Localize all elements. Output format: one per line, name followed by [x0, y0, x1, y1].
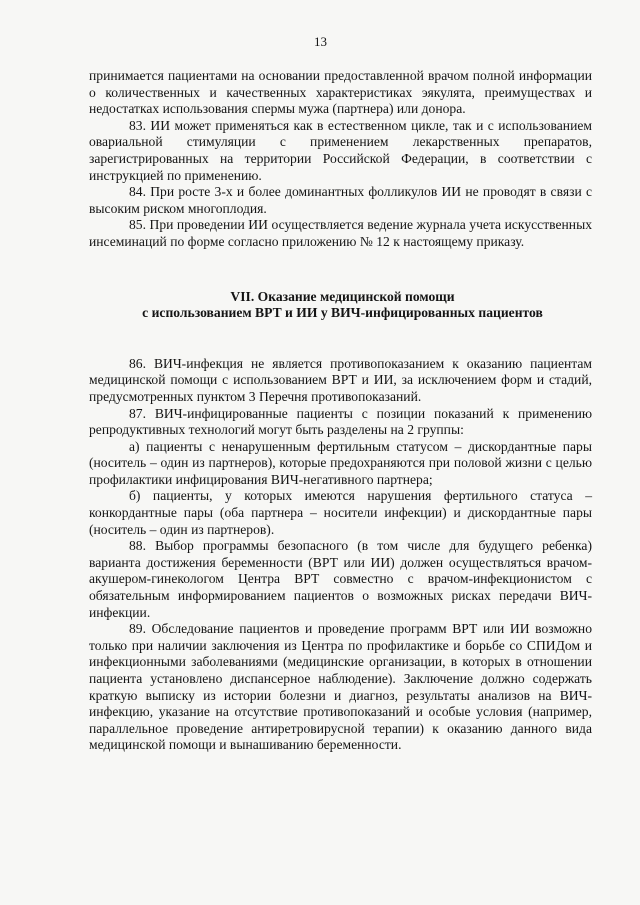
section-heading-line-2: с использованием ВРТ и ИИ у ВИЧ-инфицированных пациентов [142, 305, 543, 321]
paragraph-86: 86. ВИЧ-инфекция не является противопоказанием к оказанию пациентам медицинской помощи с использованием ВРТ и ИИ, за исключением форм и стадий, предусмотренных пунктом 3 Перечня противопоказаний. [89, 355, 592, 404]
top-paragraphs [89, 68, 592, 251]
paragraph-89: 89. Обследование пациентов и проведение программ ВРТ или ИИ возможно только при наличии заключения из Центра по профилактике и борьбе со СПИДом и инфекционными заболеваниями (медицинские организации, в которых в отношении пациента установлено диспансерное наблюдение). Заключение должно содержать краткую выписку из истории болезни и диагноз, результаты анализов на ВИЧ-инфекцию, указание на отсутствие противопоказаний и особые условия (например, параллельное проведение антиретровирусной терапии) к оказанию данного вида медицинской помощи и вынашиванию беременности. [89, 621, 592, 753]
paragraph-87: 87. ВИЧ-инфицированные пациенты с позиции показаний к применению репродуктивных технологий могут быть разделены на 2 группы: [89, 405, 592, 438]
page-number: 13 [314, 34, 327, 49]
paragraph-88: 88. Выбор программы безопасного (в том числе для будущего ребенка) варианта достижения беременности (ВРТ или ИИ) должен осуществляться врачом-акушером-гинекологом Центра ВРТ совместно с врачом-инфекционистом с обязательным информированием пациентов о возможных рисках передачи ВИЧ-инфекции. [89, 538, 592, 620]
section-heading-line-1: VII. Оказание медицинской помощи [230, 288, 455, 304]
paragraph-85: 85. При проведении ИИ осуществляется ведение журнала учета искусственных инсеминаций по форме согласно приложению № 12 к настоящему приказу. [89, 217, 592, 249]
paragraph-87-b: б) пациенты, у которых имеются нарушения фертильного статуса – конкордантные пары (оба партнера – носители инфекции) и дискордантные пары (носитель – один из партнеров). [89, 488, 592, 537]
paragraph-83: 83. ИИ может применяться как в естественном цикле, так и с использованием овариальной стимуляции с применением лекарственных препаратов, зарегистрированных на территории Российской Федерации, в соответствии с инструкцией по применению. [89, 117, 592, 183]
paragraph-continuation: принимается пациентами на основании предоставленной врачом полной информации о количественных и качественных характеристиках эякулята, преимуществах и недостатках использования спермы мужа (партнера) или донора. [89, 68, 592, 117]
paragraph-84: 84. При росте 3-х и более доминантных фолликулов ИИ не проводят в связи с высоким риском многоплодия. [89, 184, 592, 216]
bottom-paragraphs [89, 356, 592, 754]
paragraph-87-a: а) пациенты с ненарушенным фертильным статусом – дискордантные пары (носитель – один из партнеров), которые предохраняются при половой жизни с целью профилактики инфицирования ВИЧ-негативного партнера; [89, 438, 592, 487]
section-heading [89, 289, 592, 322]
